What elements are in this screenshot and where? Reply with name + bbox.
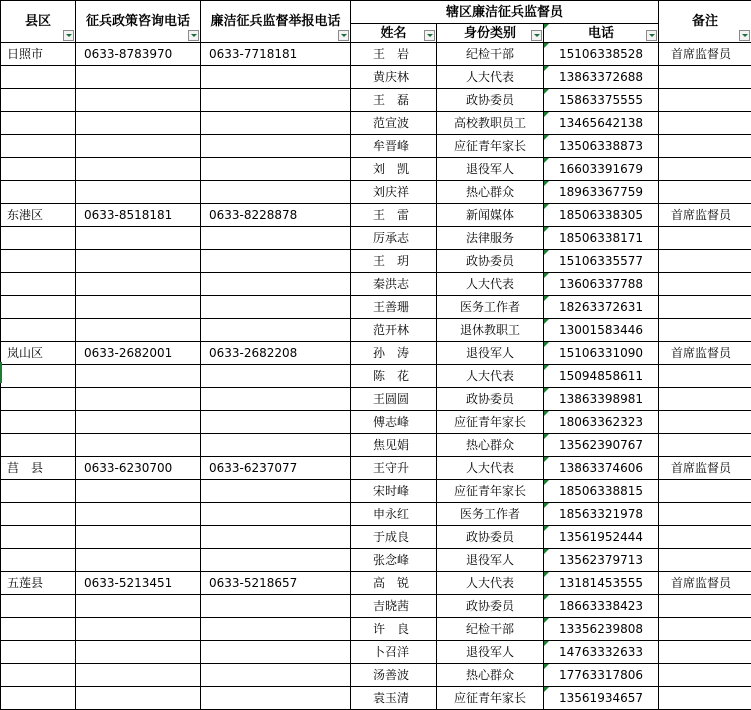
table-row — [1, 434, 751, 457]
category-cell[interactable]: 纪检干部 — [437, 43, 544, 66]
note-cell[interactable] — [659, 89, 751, 112]
note-cell[interactable]: 首席监督员 — [659, 457, 751, 480]
category-cell[interactable]: 应征青年家长 — [437, 135, 544, 158]
report-phone-cell[interactable] — [201, 250, 351, 273]
name-cell[interactable]: 范开林 — [351, 319, 437, 342]
note-cell[interactable]: 首席监督员 — [659, 342, 751, 365]
consult-phone-cell[interactable] — [76, 595, 201, 618]
table-row — [1, 181, 751, 204]
note-cell[interactable] — [659, 135, 751, 158]
category-cell[interactable]: 退役军人 — [437, 549, 544, 572]
note-cell[interactable] — [659, 526, 751, 549]
county-cell[interactable] — [1, 411, 76, 434]
table-row — [1, 43, 751, 66]
note-cell[interactable] — [659, 411, 751, 434]
consult-phone-cell[interactable] — [76, 526, 201, 549]
name-cell[interactable]: 焦见娟 — [351, 434, 437, 457]
category-cell[interactable]: 政协委员 — [437, 595, 544, 618]
note-cell[interactable] — [659, 296, 751, 319]
col-header-report-phone-label: 廉洁征兵监督举报电话 — [210, 14, 340, 29]
phone-cell[interactable]: 13863398981 — [544, 388, 659, 411]
report-phone-cell[interactable] — [201, 227, 351, 250]
error-indicator-icon — [544, 618, 549, 623]
note-cell[interactable] — [659, 112, 751, 135]
note-cell[interactable] — [659, 434, 751, 457]
name-cell[interactable]: 申永红 — [351, 503, 437, 526]
name-cell[interactable]: 王 磊 — [351, 89, 437, 112]
category-cell[interactable]: 热心群众 — [437, 434, 544, 457]
report-phone-cell[interactable]: 0633-2682208 — [201, 342, 351, 365]
county-cell[interactable] — [1, 549, 76, 572]
error-indicator-icon — [544, 457, 549, 462]
name-cell[interactable]: 卜召洋 — [351, 641, 437, 664]
table-row — [1, 296, 751, 319]
col-header-phone[interactable] — [544, 24, 659, 43]
county-cell[interactable] — [1, 434, 76, 457]
report-phone-cell[interactable] — [201, 480, 351, 503]
name-cell[interactable]: 黄庆林 — [351, 66, 437, 89]
county-cell[interactable] — [1, 135, 76, 158]
error-indicator-icon — [544, 250, 549, 255]
consult-phone-cell[interactable] — [76, 664, 201, 687]
category-cell[interactable]: 热心群众 — [437, 664, 544, 687]
category-cell[interactable]: 医务工作者 — [437, 503, 544, 526]
table-row — [1, 411, 751, 434]
category-cell[interactable]: 热心群众 — [437, 181, 544, 204]
note-cell[interactable] — [659, 503, 751, 526]
filter-dropdown-icon[interactable] — [531, 30, 542, 41]
name-cell[interactable]: 王善珊 — [351, 296, 437, 319]
phone-cell[interactable]: 18263372631 — [544, 296, 659, 319]
phone-cell[interactable]: 15863375555 — [544, 89, 659, 112]
error-indicator-icon — [544, 572, 549, 577]
name-cell[interactable]: 王守升 — [351, 457, 437, 480]
phone-cell[interactable]: 14763332633 — [544, 641, 659, 664]
col-header-name-label: 姓名 — [380, 26, 406, 41]
county-cell[interactable] — [1, 687, 76, 710]
category-cell[interactable]: 政协委员 — [437, 250, 544, 273]
consult-phone-cell[interactable] — [76, 250, 201, 273]
table-row — [1, 135, 751, 158]
table-row — [1, 503, 751, 526]
note-cell[interactable] — [659, 273, 751, 296]
county-cell[interactable] — [1, 664, 76, 687]
table-row — [1, 112, 751, 135]
consult-phone-cell[interactable] — [76, 687, 201, 710]
name-cell[interactable]: 于成良 — [351, 526, 437, 549]
phone-cell[interactable]: 13561934657 — [544, 687, 659, 710]
report-phone-cell[interactable] — [201, 641, 351, 664]
consult-phone-cell[interactable]: 0633-5213451 — [76, 572, 201, 595]
category-cell[interactable]: 高校教职员工 — [437, 112, 544, 135]
category-cell[interactable]: 人大代表 — [437, 365, 544, 388]
county-cell[interactable] — [1, 526, 76, 549]
table-row — [1, 480, 751, 503]
col-header-consult-phone-label: 征兵政策咨询电话 — [86, 14, 190, 29]
category-cell[interactable]: 新闻媒体 — [437, 204, 544, 227]
note-cell[interactable] — [659, 664, 751, 687]
note-cell[interactable]: 首席监督员 — [659, 204, 751, 227]
phone-cell[interactable]: 13356239808 — [544, 618, 659, 641]
filter-dropdown-icon[interactable] — [424, 30, 435, 41]
county-cell[interactable] — [1, 365, 76, 388]
category-cell[interactable]: 法律服务 — [437, 227, 544, 250]
report-phone-cell[interactable] — [201, 89, 351, 112]
consult-phone-cell[interactable] — [76, 549, 201, 572]
category-cell[interactable]: 退役军人 — [437, 158, 544, 181]
consult-phone-cell[interactable] — [76, 480, 201, 503]
table-row — [1, 664, 751, 687]
table-row — [1, 250, 751, 273]
category-cell[interactable]: 医务工作者 — [437, 296, 544, 319]
consult-phone-cell[interactable] — [76, 89, 201, 112]
name-cell[interactable]: 王 雷 — [351, 204, 437, 227]
county-cell[interactable] — [1, 158, 76, 181]
table-row — [1, 89, 751, 112]
county-cell[interactable] — [1, 273, 76, 296]
report-phone-cell[interactable] — [201, 158, 351, 181]
phone-cell[interactable]: 18506338171 — [544, 227, 659, 250]
consult-phone-cell[interactable] — [76, 434, 201, 457]
report-phone-cell[interactable] — [201, 388, 351, 411]
name-cell[interactable]: 汤善波 — [351, 664, 437, 687]
note-cell[interactable] — [659, 158, 751, 181]
note-cell[interactable] — [659, 618, 751, 641]
phone-cell[interactable]: 18506338305 — [544, 204, 659, 227]
error-indicator-icon — [544, 181, 549, 186]
report-phone-cell[interactable] — [201, 135, 351, 158]
phone-cell[interactable]: 18563321978 — [544, 503, 659, 526]
county-cell[interactable] — [1, 641, 76, 664]
category-cell[interactable]: 退役军人 — [437, 641, 544, 664]
error-indicator-icon — [544, 365, 549, 370]
phone-cell[interactable]: 13606337788 — [544, 273, 659, 296]
error-indicator-icon — [544, 24, 549, 29]
county-cell[interactable] — [1, 250, 76, 273]
report-phone-cell[interactable] — [201, 549, 351, 572]
category-cell[interactable]: 政协委员 — [437, 388, 544, 411]
phone-cell[interactable]: 15106335577 — [544, 250, 659, 273]
consult-phone-cell[interactable]: 0633-8518181 — [76, 204, 201, 227]
report-phone-cell[interactable] — [201, 503, 351, 526]
category-cell[interactable]: 应征青年家长 — [437, 687, 544, 710]
error-indicator-icon — [544, 158, 549, 163]
consult-phone-cell[interactable]: 0633-6230700 — [76, 457, 201, 480]
phone-cell[interactable]: 13506338873 — [544, 135, 659, 158]
error-indicator-icon — [544, 43, 549, 48]
category-cell[interactable]: 政协委员 — [437, 526, 544, 549]
name-cell[interactable]: 吉晓茜 — [351, 595, 437, 618]
category-cell[interactable]: 人大代表 — [437, 457, 544, 480]
name-cell[interactable]: 厉承志 — [351, 227, 437, 250]
col-header-note-label: 备注 — [692, 14, 718, 29]
name-cell[interactable]: 刘庆祥 — [351, 181, 437, 204]
col-header-category[interactable] — [437, 24, 544, 43]
county-cell[interactable] — [1, 66, 76, 89]
error-indicator-icon — [544, 434, 549, 439]
report-phone-cell[interactable] — [201, 618, 351, 641]
consult-phone-cell[interactable] — [76, 135, 201, 158]
county-cell[interactable]: 莒 县 — [1, 457, 76, 480]
consult-phone-cell[interactable] — [76, 158, 201, 181]
category-cell[interactable]: 人大代表 — [437, 273, 544, 296]
note-cell[interactable]: 首席监督员 — [659, 43, 751, 66]
consult-phone-cell[interactable] — [76, 296, 201, 319]
error-indicator-icon — [544, 687, 549, 692]
name-cell[interactable]: 陈 花 — [351, 365, 437, 388]
col-header-category-label: 身份类别 — [464, 26, 516, 41]
table-row — [1, 641, 751, 664]
county-cell[interactable] — [1, 227, 76, 250]
error-indicator-icon — [544, 503, 549, 508]
error-indicator-icon — [544, 296, 549, 301]
county-cell[interactable] — [1, 595, 76, 618]
note-cell[interactable] — [659, 365, 751, 388]
county-cell[interactable] — [1, 181, 76, 204]
error-indicator-icon — [544, 549, 549, 554]
phone-cell[interactable]: 15094858611 — [544, 365, 659, 388]
report-phone-cell[interactable] — [201, 112, 351, 135]
table-row — [1, 549, 751, 572]
county-cell[interactable]: 日照市 — [1, 43, 76, 66]
error-indicator-icon — [544, 664, 549, 669]
col-header-note[interactable] — [659, 1, 751, 43]
note-cell[interactable] — [659, 250, 751, 273]
note-cell[interactable] — [659, 66, 751, 89]
consult-phone-cell[interactable] — [76, 388, 201, 411]
consult-phone-cell[interactable] — [76, 227, 201, 250]
phone-cell[interactable]: 18963367759 — [544, 181, 659, 204]
report-phone-cell[interactable] — [201, 526, 351, 549]
report-phone-cell[interactable] — [201, 411, 351, 434]
report-phone-cell[interactable] — [201, 273, 351, 296]
table-row — [1, 687, 751, 710]
phone-cell[interactable]: 15106338528 — [544, 43, 659, 66]
name-cell[interactable]: 王 玥 — [351, 250, 437, 273]
table-row — [1, 342, 751, 365]
note-cell[interactable] — [659, 388, 751, 411]
phone-cell[interactable]: 13863372688 — [544, 66, 659, 89]
phone-cell[interactable]: 18506338815 — [544, 480, 659, 503]
name-cell[interactable]: 张念峰 — [351, 549, 437, 572]
table-row — [1, 66, 751, 89]
name-cell[interactable]: 高 锐 — [351, 572, 437, 595]
category-cell[interactable]: 政协委员 — [437, 89, 544, 112]
error-indicator-icon — [544, 388, 549, 393]
county-cell[interactable] — [1, 89, 76, 112]
note-cell[interactable] — [659, 227, 751, 250]
filter-dropdown-icon[interactable] — [63, 30, 74, 41]
table-row — [1, 319, 751, 342]
report-phone-cell[interactable]: 0633-5218657 — [201, 572, 351, 595]
phone-cell[interactable]: 16603391679 — [544, 158, 659, 181]
table-row — [1, 227, 751, 250]
report-phone-cell[interactable] — [201, 687, 351, 710]
table-row — [1, 526, 751, 549]
note-cell[interactable] — [659, 687, 751, 710]
report-phone-cell[interactable] — [201, 664, 351, 687]
phone-cell[interactable]: 13863374606 — [544, 457, 659, 480]
consult-phone-cell[interactable] — [76, 618, 201, 641]
consult-phone-cell[interactable] — [76, 503, 201, 526]
error-indicator-icon — [544, 204, 549, 209]
category-cell[interactable]: 纪检干部 — [437, 618, 544, 641]
table-row — [1, 365, 751, 388]
category-cell[interactable]: 人大代表 — [437, 66, 544, 89]
name-cell[interactable]: 孙 涛 — [351, 342, 437, 365]
note-cell[interactable] — [659, 595, 751, 618]
table-row — [1, 204, 751, 227]
phone-cell[interactable]: 13562379713 — [544, 549, 659, 572]
error-indicator-icon — [544, 411, 549, 416]
filter-dropdown-icon[interactable] — [188, 30, 199, 41]
error-indicator-icon — [544, 480, 549, 485]
county-cell[interactable] — [1, 503, 76, 526]
phone-cell[interactable]: 13562390767 — [544, 434, 659, 457]
name-cell[interactable]: 刘 凯 — [351, 158, 437, 181]
col-header-phone-label: 电话 — [588, 26, 614, 41]
consult-phone-cell[interactable] — [76, 365, 201, 388]
county-cell[interactable] — [1, 618, 76, 641]
county-cell[interactable]: 东港区 — [1, 204, 76, 227]
name-cell[interactable]: 王圆圆 — [351, 388, 437, 411]
table-row — [1, 457, 751, 480]
consult-phone-cell[interactable] — [76, 181, 201, 204]
error-indicator-icon — [544, 641, 549, 646]
report-phone-cell[interactable] — [201, 181, 351, 204]
consult-phone-cell[interactable] — [76, 641, 201, 664]
table-row — [1, 158, 751, 181]
note-cell[interactable]: 首席监督员 — [659, 572, 751, 595]
name-cell[interactable]: 秦洪志 — [351, 273, 437, 296]
report-phone-cell[interactable]: 0633-6237077 — [201, 457, 351, 480]
error-indicator-icon — [544, 319, 549, 324]
col-header-county[interactable] — [1, 1, 76, 43]
consult-phone-cell[interactable] — [76, 411, 201, 434]
county-cell[interactable]: 五莲县 — [1, 572, 76, 595]
error-indicator-icon — [544, 273, 549, 278]
name-cell[interactable]: 袁玉清 — [351, 687, 437, 710]
category-cell[interactable]: 人大代表 — [437, 572, 544, 595]
filter-dropdown-icon[interactable] — [338, 30, 349, 41]
filter-dropdown-icon[interactable] — [646, 30, 657, 41]
category-cell[interactable]: 退休教职工 — [437, 319, 544, 342]
filter-dropdown-icon[interactable] — [739, 30, 750, 41]
consult-phone-cell[interactable] — [76, 66, 201, 89]
county-cell[interactable] — [1, 480, 76, 503]
error-indicator-icon — [544, 526, 549, 531]
report-phone-cell[interactable] — [201, 434, 351, 457]
county-cell[interactable]: 岚山区 — [1, 342, 76, 365]
col-header-supervisor-group[interactable] — [351, 1, 659, 24]
name-cell[interactable]: 许 良 — [351, 618, 437, 641]
error-indicator-icon — [544, 89, 549, 94]
col-header-report-phone[interactable] — [201, 1, 351, 43]
note-cell[interactable] — [659, 480, 751, 503]
report-phone-cell[interactable] — [201, 319, 351, 342]
category-cell[interactable]: 应征青年家长 — [437, 480, 544, 503]
error-indicator-icon — [544, 112, 549, 117]
phone-cell[interactable]: 15106331090 — [544, 342, 659, 365]
name-cell[interactable]: 牟晋峰 — [351, 135, 437, 158]
category-cell[interactable]: 退役军人 — [437, 342, 544, 365]
col-header-consult-phone[interactable] — [76, 1, 201, 43]
phone-cell[interactable]: 13181453555 — [544, 572, 659, 595]
county-cell[interactable] — [1, 388, 76, 411]
report-phone-cell[interactable] — [201, 66, 351, 89]
county-cell[interactable] — [1, 112, 76, 135]
category-cell[interactable]: 应征青年家长 — [437, 411, 544, 434]
table-row — [1, 572, 751, 595]
phone-cell[interactable]: 13465642138 — [544, 112, 659, 135]
table-row — [1, 273, 751, 296]
note-cell[interactable] — [659, 319, 751, 342]
report-phone-cell[interactable] — [201, 365, 351, 388]
report-phone-cell[interactable] — [201, 595, 351, 618]
phone-cell[interactable]: 13561952444 — [544, 526, 659, 549]
note-cell[interactable] — [659, 549, 751, 572]
phone-cell[interactable]: 18663338423 — [544, 595, 659, 618]
consult-phone-cell[interactable]: 0633-8783970 — [76, 43, 201, 66]
col-header-name[interactable] — [351, 24, 437, 43]
active-cell-indicator — [0, 362, 2, 383]
consult-phone-cell[interactable]: 0633-2682001 — [76, 342, 201, 365]
note-cell[interactable] — [659, 181, 751, 204]
phone-cell[interactable]: 17763317806 — [544, 664, 659, 687]
table-row — [1, 388, 751, 411]
error-indicator-icon — [544, 227, 549, 232]
report-phone-cell[interactable]: 0633-7718181 — [201, 43, 351, 66]
phone-cell[interactable]: 13001583446 — [544, 319, 659, 342]
note-cell[interactable] — [659, 641, 751, 664]
county-cell[interactable] — [1, 296, 76, 319]
county-cell[interactable] — [1, 319, 76, 342]
error-indicator-icon — [544, 135, 549, 140]
report-phone-cell[interactable]: 0633-8228878 — [201, 204, 351, 227]
consult-phone-cell[interactable] — [76, 319, 201, 342]
table-row — [1, 595, 751, 618]
name-cell[interactable]: 范宣波 — [351, 112, 437, 135]
phone-cell[interactable]: 18063362323 — [544, 411, 659, 434]
table-row — [1, 618, 751, 641]
error-indicator-icon — [544, 342, 549, 347]
error-indicator-icon — [544, 595, 549, 600]
report-phone-cell[interactable] — [201, 296, 351, 319]
name-cell[interactable]: 傅志峰 — [351, 411, 437, 434]
name-cell[interactable]: 王 岩 — [351, 43, 437, 66]
name-cell[interactable]: 宋时峰 — [351, 480, 437, 503]
consult-phone-cell[interactable] — [76, 112, 201, 135]
consult-phone-cell[interactable] — [76, 273, 201, 296]
error-indicator-icon — [544, 66, 549, 71]
col-header-county-label: 县区 — [25, 14, 51, 29]
col-header-supervisor-group-label: 辖区廉洁征兵监督员 — [446, 5, 563, 20]
